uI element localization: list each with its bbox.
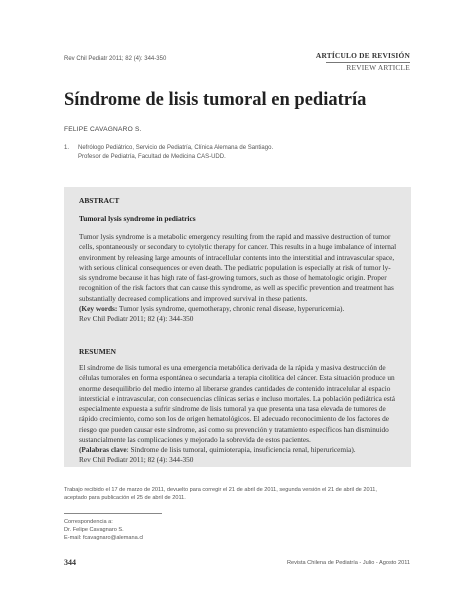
abstract-line: Tumor lysis syndrome is a metabolic emergency resulting from the rapid and massive destruction of tumor xyxy=(79,232,391,241)
resumen-line: enorme desequilibrio del medio interno al liberarse grandes cantidades de contenido intracelular al espacio xyxy=(79,383,391,393)
resumen-keywords-label: (Palabras clave xyxy=(79,445,127,454)
resumen-line: rápido crecimiento, como son los de origen hematológicos. El adecuado reconocimiento de los factores de xyxy=(79,414,390,424)
abstract-line: recognition of the risk factors that can cause this syndrome, as well as specific prevention and treatment has xyxy=(79,283,394,293)
affiliation-line-1: Nefrólogo Pediátrico, Servicio de Pediatría, Clínica Alemana de Santiago. xyxy=(78,145,274,151)
abstract-keywords-text: Tumor lysis syndrome, quemotherapy, chronic renal disease, hyperuricemia). xyxy=(117,303,345,313)
resumen-line: sustancialmente las complicaciones y mejorado la sobrevida de estos pacientes. xyxy=(79,434,311,444)
correspondence-name: Dr. Felipe Cavagnaro S. xyxy=(64,527,124,534)
resumen-line: intersticial e intravascular, con consecuencias clínicas serias e incluso mortales. La población pediátrica está xyxy=(79,393,395,403)
abstract-line: substantially decreased complications and improved survival in these patients. xyxy=(79,293,308,303)
article-title: Síndrome de lisis tumoral en pediatría xyxy=(64,90,367,110)
abstract-keywords-label: (Key words: xyxy=(79,303,118,313)
resumen-heading: RESUMEN xyxy=(79,347,116,356)
affiliation-number: 1. xyxy=(64,145,70,151)
resumen-line: especialmente expuesta a sufrir síndrome de lisis tumoral ya que presenta una tasa elevada de tumores de xyxy=(79,404,386,413)
abstract-keywords xyxy=(79,304,397,314)
resumen-keywords-text: : Síndrome de lisis tumoral, quimioterapia, insuficiencia renal, hiperuricemia). xyxy=(126,445,356,454)
footnote-line-2: aceptado para publicación el 25 de abril de 2011. xyxy=(64,494,186,501)
correspondence-divider xyxy=(64,513,162,514)
footnote-line-1: Trabajo recibido el 17 de marzo de 2011, devuelto para corregir el 21 de abril de 2011, segunda versión el 21 de abril de 2011, xyxy=(64,487,377,493)
resumen-body xyxy=(79,363,397,466)
affiliation-line-2: Profesor de Pediatría, Facultad de Medicina CAS-UDD. xyxy=(78,153,226,160)
abstract-citation: Rev Chil Pediatr 2011; 82 (4): 344-350 xyxy=(79,314,194,323)
abstract-line: cells, spontaneously or secondary to cytolytic therapy for cancer. This results in a huge imbalance of internal xyxy=(79,242,397,252)
resumen-line: células tumorales en forma espontánea o secundaria a terapia citolítica del cáncer. Esta situación produce un xyxy=(79,373,395,383)
journal-reference: Rev Chil Pediatr 2011; 82 (4): 344-350 xyxy=(64,56,167,62)
correspondence-block xyxy=(64,518,143,543)
abstract-line: environment by releasing large amounts of intracellular contents into the interstitial and intravascular space, xyxy=(79,252,395,262)
resumen-keywords xyxy=(79,445,397,455)
author-name: FELIPE CAVAGNARO S. xyxy=(64,126,142,133)
abstract-box xyxy=(64,187,411,467)
section-label xyxy=(316,51,410,72)
resumen-line: El síndrome de lisis tumoral es una emergencia metabólica derivada de la rápida y masiva destrucción de xyxy=(79,363,386,372)
correspondence-email[interactable]: E-mail: fcavagnaro@alemana.cl xyxy=(64,535,144,542)
abstract-body xyxy=(79,232,397,324)
abstract-line: sis syndrome because it has high rate of fast-growing tumors, such as those of hematologic origin. Proper xyxy=(79,273,387,282)
page-number: 344 xyxy=(64,558,76,567)
resumen-line: riesgo que pueden causar este síndrome, así como su prevención y tratamiento específicos han disminuido xyxy=(79,424,389,434)
received-dates-footnote xyxy=(64,487,416,502)
abstract-subtitle: Tumoral lysis syndrome in pediatrics xyxy=(79,214,196,223)
affiliation xyxy=(64,144,273,161)
journal-footer: Revista Chilena de Pediatría - Julio - Agosto 2011 xyxy=(286,560,410,566)
resumen-citation: Rev Chil Pediatr 2011; 82 (4): 344-350 xyxy=(79,455,194,465)
section-label-english: REVIEW ARTICLE xyxy=(346,63,410,72)
correspondence-label: Correspondencia a: xyxy=(64,519,113,525)
section-label-spanish: ARTÍCULO DE REVISIÓN xyxy=(315,51,410,60)
abstract-heading: ABSTRACT xyxy=(79,196,120,205)
abstract-line: with serious clinical consequences or even death. The pediatric population is especially at risk of tumor ly- xyxy=(79,262,391,272)
